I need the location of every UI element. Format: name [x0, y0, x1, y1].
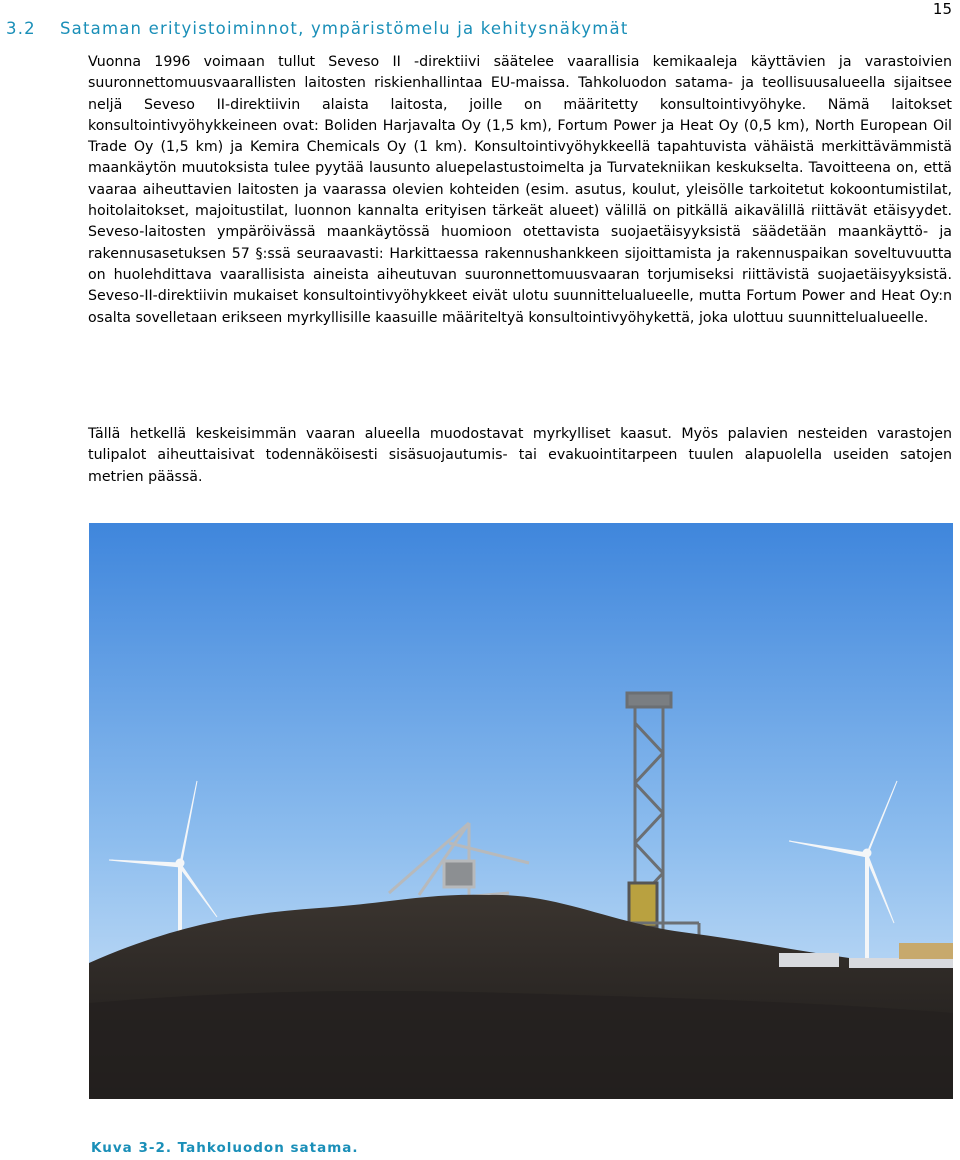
paragraph-seveso: Vuonna 1996 voimaan tullut Seveso II -direktiivi säätelee vaarallisia kemikaaleja käyttävien ja varastoivien suuronnettomuusvaarallisten laitosten riskienhallintaa EU-maissa. Tahkoluodon satama- ja teollisuusalueella sijaitsee neljä Seveso II-direktiivin alaista laitosta, joille on määritetty konsultointivyöhyke. Nämä laitokset konsultointivyöhykkeineen ovat: Boliden Harjavalta Oy (1,5 km), Fortum Power ja Heat Oy (0,5 km), North European Oil Trade Oy (1,5 km) ja Kemira Chemicals Oy (1 km). Konsultointivyöhykkeellä tapahtuvista vähäistä merkittävämmistä maankäytön muutoksista tulee pyytää lausunto aluepelastustoimelta ja Turvatekniikan keskukselta. Tavoitteena on, että vaaraa aiheuttavien laitosten ja vaarassa olevien kohteiden (esim. asutus, koulut, yleisölle tarkoitetut kokoontumistilat, hoitolaitokset, majoitustilat, luonnon kannalta erityisen tärkeät alueet) välillä on pitkällä aikavälillä riittävät etäisyydet. Seveso-laitosten ympäröivässä maankäytössä huomioon otettavista suojaetäisyyksistä säädetään maankäyttö- ja rakennusasetuksen 57 §:ssä seuraavasti: Harkittaessa rakennushankkeen sijoittamista ja rakennuspaikan soveltuvuutta on huolehdittava vaarallisista aineista aiheutuvan suuronnettomuusvaaran torjumiseksi riittävistä suojaetäisyyksistä. Seveso-II-direktiivin mukaiset konsultointivyöhykkeet eivät ulotu suunnittelualueelle, mutta Fortum Power and Heat Oy:n osalta sovelletaan erikseen myrkyllisille kaasuille määriteltyä konsultointivyöhykettä, joka ulottuu suunnittelualueelle.: [88, 54, 952, 326]
section-number: 3.2: [6, 19, 36, 38]
figure-caption: Kuva 3-2. Tahkoluodon satama.: [91, 1140, 359, 1156]
page-number: 15: [932, 0, 952, 18]
section-heading: [6, 19, 629, 38]
paragraph-hazards: Tällä hetkellä keskeisimmän vaaran alueella muodostavat myrkylliset kaasut. Myös palavien nesteiden varastojen tulipalot aiheuttaisivat todennäköisesti sisäsuojautumis- tai evakuointitarpeen tuulen alapuolella useiden satojen metrien päässä.: [88, 426, 952, 485]
section-title: Sataman erityistoiminnot, ympäristömelu ja kehitysnäkymät: [60, 19, 629, 38]
harbor-photo: [89, 523, 953, 1099]
harbor-photo-illustration: [89, 523, 953, 1099]
